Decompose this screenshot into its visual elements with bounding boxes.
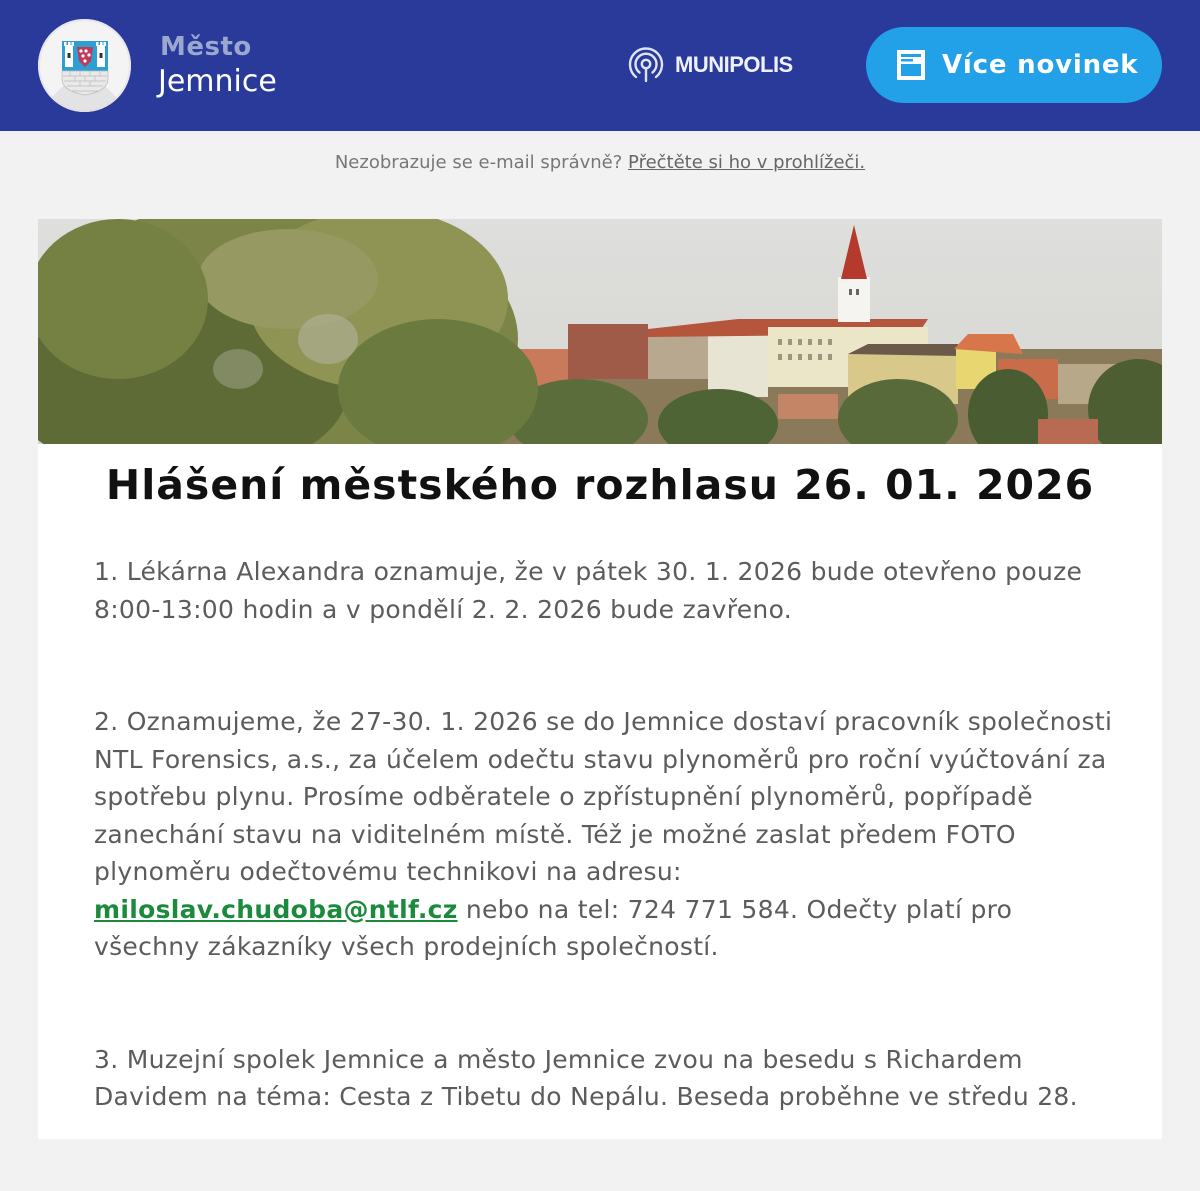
town-logo[interactable] [38, 19, 131, 112]
announcement-2-text-after: nebo na tel: 724 771 584. Odečty platí pro všechny zákazníky všech prodejních společností. [94, 894, 1013, 961]
broadcast-signal-icon [627, 46, 665, 84]
announcement-2-text: 2. Oznamujeme, že 27-30. 1. 2026 se do Jemnice dostaví pracovník společnosti NTL Forensics, a.s., za účelem odečtu stavu plynoměrů pro roční vyúčtování za spotřebu plynu. Prosíme odběratele o zpřístupnění plynoměrů, popřípadě zanechání stavu na viditelném místě. Též je možné zaslat předem FOTO plynoměru odečtovému technikovi na adresu: [94, 707, 1113, 886]
article-title: Hlášení městského rozhlasu 26. 01. 2026 [105, 461, 1095, 509]
announcement-2 [94, 703, 1114, 966]
announcement-1: 1. Lékárna Alexandra oznamuje, že v pátek 30. 1. 2026 bude otevřeno pouze 8:00-13:00 hodin a v pondělí 2. 2. 2026 bude zavřeno. [94, 557, 1083, 624]
more-news-button[interactable] [866, 27, 1162, 103]
more-news-label: Více novinek [942, 50, 1139, 80]
town-panorama-image [38, 219, 1162, 444]
announcement-3: 3. Muzejní spolek Jemnice a město Jemnice zvou na besedu s Richardem Davidem na téma: Cesta z Tibetu do Nepálu. Beseda proběhne ve středu 28. [94, 1044, 1078, 1111]
article-body [94, 553, 1114, 1191]
view-in-browser-notice [0, 152, 1200, 173]
munipolis-logo[interactable] [627, 46, 793, 84]
article-card [38, 219, 1162, 1139]
hero-image [38, 219, 1162, 444]
coat-of-arms-icon [60, 39, 110, 97]
email-header [0, 0, 1200, 131]
notice-text: Nezobrazuje se e-mail správně? [334, 152, 623, 173]
brand-title-line1: Město [160, 32, 252, 62]
view-in-browser-link[interactable]: Přečtěte si ho v prohlížeči. [628, 152, 866, 173]
brand-title-line2: Jemnice [158, 64, 277, 99]
contact-email-link[interactable]: miloslav.chudoba@ntlf.cz [94, 894, 458, 924]
newspaper-icon [896, 49, 926, 81]
munipolis-wordmark: MUNIPOLIS [675, 52, 793, 77]
